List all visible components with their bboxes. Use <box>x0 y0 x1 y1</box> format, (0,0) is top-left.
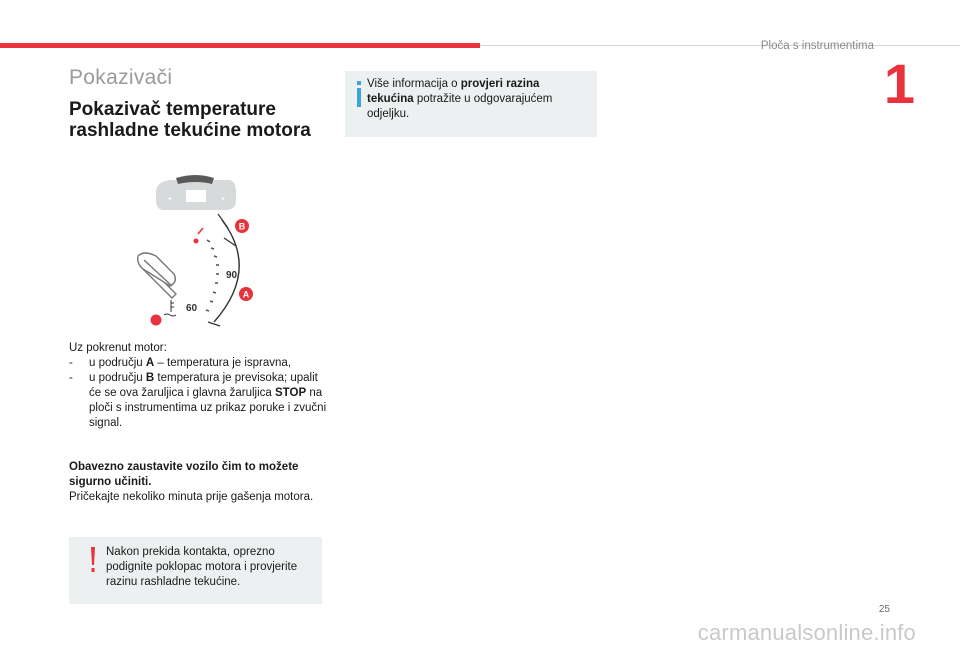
info-box <box>345 71 597 137</box>
chapter-title: Ploča s instrumentima <box>760 40 874 52</box>
red-zone-tick <box>198 228 203 234</box>
section-title: Pokazivači <box>69 66 173 89</box>
list-item: - u području B temperatura je previsoka; upalit će se ova žaruljica i glavna žaruljica STOP na ploči s instrumentima uz prikaz poruke i zvučni signal. <box>69 372 327 429</box>
red-zone-dot <box>194 239 199 244</box>
watermark: carmanualsonline.info <box>697 620 916 645</box>
stop-notice-text: Pričekajte nekoliko minuta prije gašenja motora. <box>69 491 314 503</box>
info-text: Više informacija o provjeri razina tekućina potražite u odgovarajućem odjeljku. <box>367 78 553 120</box>
intro-text: Uz pokrenut motor: <box>69 342 167 354</box>
info-icon <box>353 80 365 108</box>
stop-notice <box>69 460 329 505</box>
gauge-scale <box>206 240 219 311</box>
header-divider <box>480 45 960 46</box>
warning-text: Nakon prekida kontakta, oprezno podignite poklopac motora i provjerite razinu rashladne tekućine. <box>106 546 298 588</box>
svg-text:▸: ▸ <box>222 195 226 202</box>
gauge-description <box>69 341 329 431</box>
page-number: 25 <box>878 604 890 615</box>
instrument-cluster-icon <box>156 175 236 210</box>
tick-label-90: 90 <box>226 270 238 281</box>
list-item: - u području A – temperatura je ispravna, <box>69 357 292 369</box>
warning-lamp-icon <box>151 315 162 326</box>
chapter-number: 1 <box>883 52 915 115</box>
warning-box <box>69 537 322 604</box>
exclamation-icon <box>88 546 98 574</box>
heading-line-2: rashladne tekućine motora <box>69 120 311 141</box>
tick-label-60: 60 <box>186 303 198 314</box>
zone-a-label: A <box>242 289 250 300</box>
coolant-gauge-illustration <box>130 170 270 340</box>
header-accent-rule <box>0 43 480 48</box>
stop-notice-bold: Obavezno zaustavite vozilo čim to možete sigurno učiniti. <box>69 461 299 488</box>
page-heading <box>69 99 339 141</box>
zone-b-label: B <box>238 221 246 232</box>
svg-text:◂: ◂ <box>168 195 172 202</box>
gauge-needle-icon <box>138 253 176 298</box>
coolant-temperature-icon <box>164 300 176 316</box>
heading-line-1: Pokazivač temperature <box>69 99 276 120</box>
